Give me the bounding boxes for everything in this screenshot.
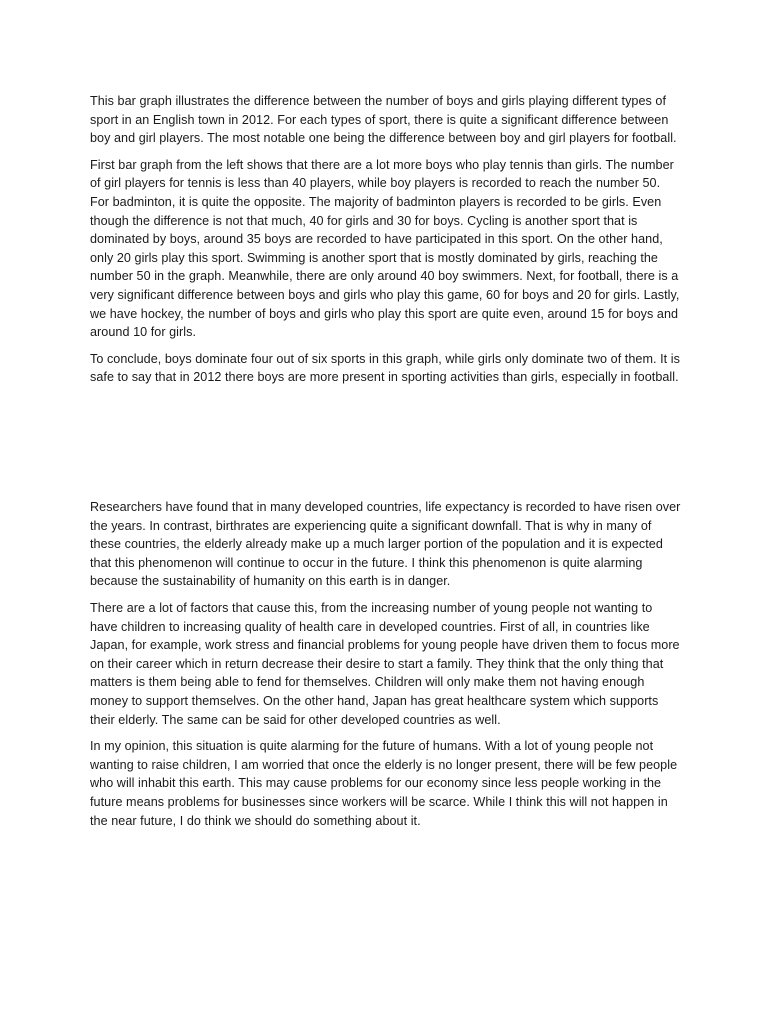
essay-aging-population [90, 498, 682, 838]
essay-bar-graph [90, 92, 682, 395]
paragraph: This bar graph illustrates the difference between the number of boys and girls playing different types of sport in an English town in 2012. For each types of sport, there is quite a significant difference between boy and girl players. The most notable one being the difference between boy and girl players for football. [90, 94, 677, 146]
paragraph: There are a lot of factors that cause this, from the increasing number of young people not wanting to have children to increasing quality of health care in developed countries. First of all, in countries like Japan, for example, work stress and financial problems for young people have driven them to focus more on their career which in return decrease their desire to start a family. They think that the only thing that matters is them being able to fend for themselves. Children will only make them not having enough money to support themselves. On the other hand, Japan has great healthcare system which supports their elderly. The same can be said for other developed countries as well. [90, 600, 680, 727]
paragraph: To conclude, boys dominate four out of six sports in this graph, while girls only dominate two of them. It is safe to say that in 2012 there boys are more present in sporting activities than girls, especially in football. [90, 351, 680, 385]
paragraph: In my opinion, this situation is quite alarming for the future of humans. With a lot of young people not wanting to raise children, I am worried that once the elderly is no longer present, there will be few people who will inhabit this earth. This may cause problems for our economy since less people working in the future means problems for businesses since workers will be scarce. While I think this will not happen in the near future, I do think we should do something about it. [90, 739, 678, 828]
paragraph: Researchers have found that in many developed countries, life expectancy is recorded to have risen over the years. In contrast, birthrates are experiencing quite a significant downfall. That is why in many of these countries, the elderly already make up a much larger portion of the population and it is expected that this phenomenon will continue to occur in the future. I think this phenomenon is quite alarming because the sustainability of humanity on this earth is in danger. [90, 500, 681, 589]
paragraph: First bar graph from the left shows that there are a lot more boys who play tennis than girls. The number of girl players for tennis is less than 40 players, while boy players is recorded to reach the number 50. For badminton, it is quite the opposite. The majority of badminton players is recorded to be girls. Even though the difference is not that much, 40 for girls and 30 for boys. Cycling is another sport that is dominated by boys, around 35 boys are recorded to have participated in this sport. On the other hand, only 20 girls play this sport. Swimming is another sport that is mostly dominated by girls, reaching the number 50 in the graph. Meanwhile, there are only around 40 boy swimmers. Next, for football, there is a very significant difference between boys and girls who play this game, 60 for boys and 20 for girls. Lastly, we have hockey, the number of boys and girls who play this sport are quite even, around 15 for boys and around 10 for girls. [90, 157, 680, 340]
